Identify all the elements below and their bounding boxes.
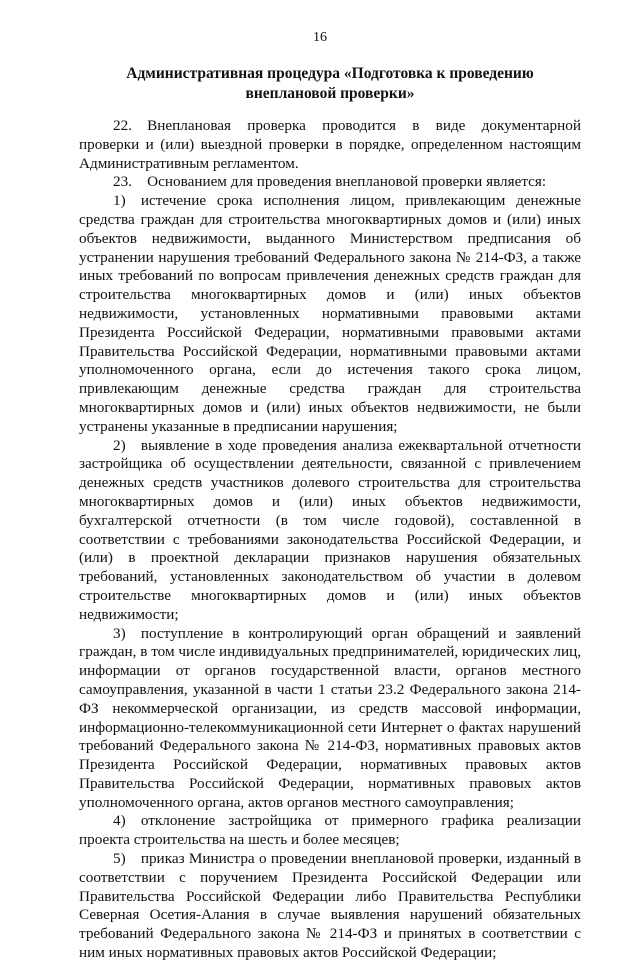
- list-item-4: 4) отклонение застройщика от примерного графика реализации проекта строительства на шесть и более месяцев;: [79, 812, 581, 849]
- page-number: 16: [313, 30, 327, 45]
- body-text: [79, 117, 581, 963]
- list-item-1: 1) истечение срока исполнения лицом, привлекающим денежные средства граждан для строительства многоквартирных домов и (или) иных объектов недвижимости, выданного Министерством предписания об устранении нарушения требований Федерального закона № 214-ФЗ, а также иных требований по вопросам привлечения денежных средств граждан для строительства многоквартирных домов и (или) иных объектов недвижимости, установленных нормативными правовыми актами Президента Российской Федерации, нормативными правовыми актами Правительства Российской Федерации, нормативными правовыми актами уполномоченного органа, если до истечения такого срока лицом, привлекающим денежные средства граждан для строительства многоквартирных домов и (или) иных объектов недвижимости, не были устранены указанные в предписании нарушения;: [79, 192, 581, 435]
- list-item-3: 3) поступление в контролирующий орган обращений и заявлений граждан, в том числе индивидуальных предпринимателей, юридических лиц, информации от органов государственной власти, органов местного самоуправления, указанной в части 1 статьи 23.2 Федерального закона 214-ФЗ некоммерческой организации, из средств массовой информации, информационно-телекоммуникационной сети Интернет о фактах нарушений требований Федерального закона № 214-ФЗ, нормативных правовых актов Президента Российской Федерации, нормативных правовых актов Правительства Российской Федерации, нормативных правовых актов уполномоченного органа, актов органов местного самоуправления;: [79, 624, 581, 811]
- section-heading: Административная процедура «Подготовка к проведению внеплановой проверки»: [126, 65, 534, 102]
- paragraph-22: 22. Внеплановая проверка проводится в виде документарной проверки и (или) выездной проверки в порядке, определенном настоящим Административным регламентом.: [79, 117, 581, 172]
- list-item-2: 2) выявление в ходе проведения анализа ежеквартальной отчетности застройщика об осуществлении деятельности, связанной с привлечением денежных средств участников долевого строительства для строительства многоквартирных домов и (или) иных объектов недвижимости, бухгалтерской отчетности (в том числе годовой), составленной в соответствии с требованиями законодательства Российской Федерации, и (или) в проектной декларации признаков нарушения обязательных требований, установленных законодательством об участии в долевом строительстве многоквартирных домов и (или) иных объектов недвижимости;: [79, 436, 581, 623]
- paragraph-23: 23. Основанием для проведения внеплановой проверки является:: [113, 173, 547, 191]
- list-item-5: 5) приказ Министра о проведении внеплановой проверки, изданный в соответствии с поручением Президента Российской Федерации или Правительства Российской Федерации либо Правительства Республики Северная Осетия-Алания в случае выявления нарушений обязательных требований Федерального закона № 214-ФЗ и принятых в соответствии с ним иных нормативных правовых актов Российской Федерации;: [79, 850, 581, 962]
